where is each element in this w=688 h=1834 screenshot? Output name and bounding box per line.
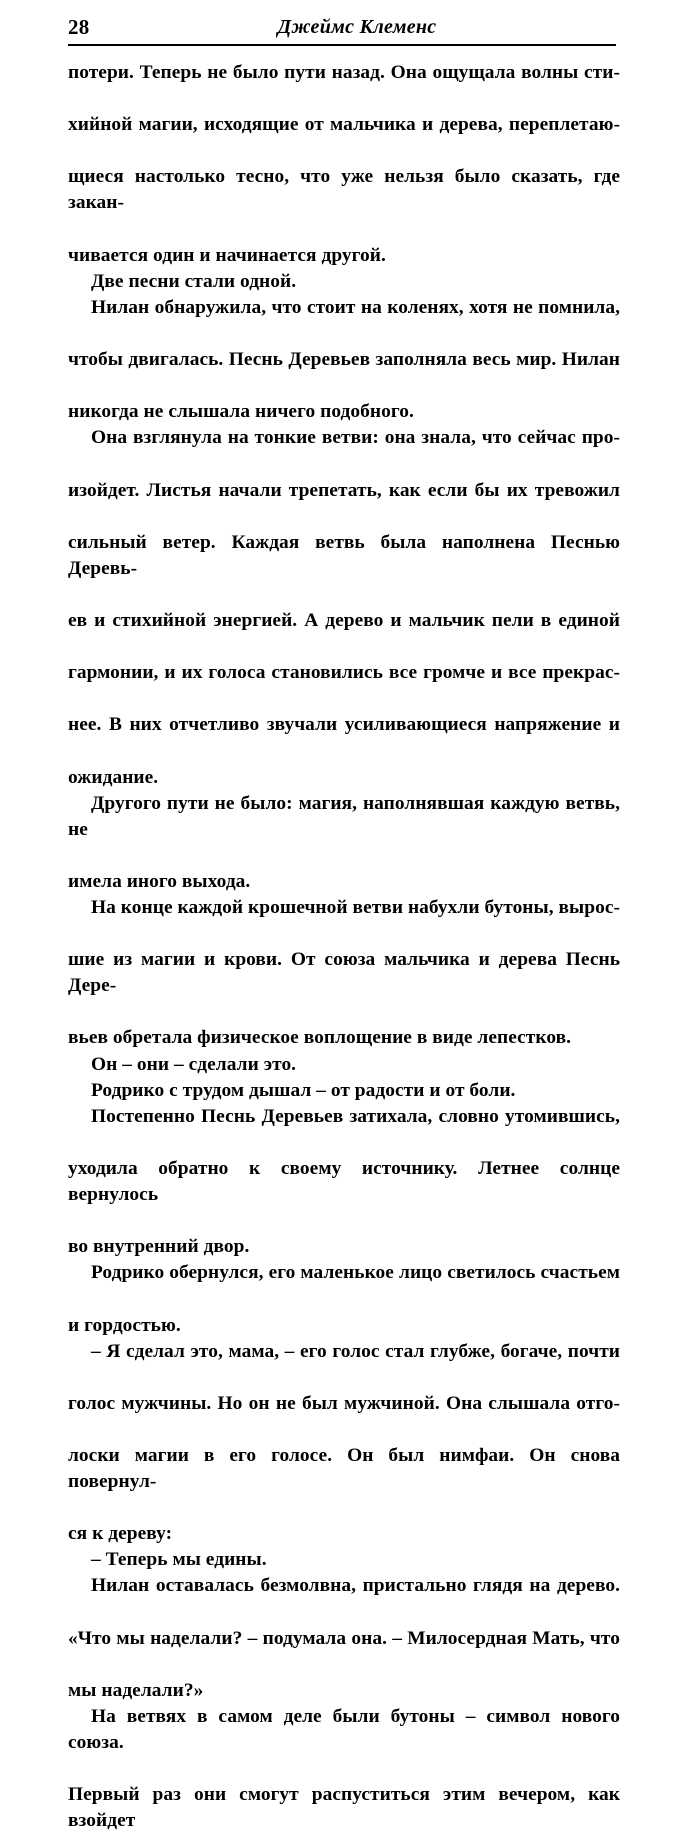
paragraph [68,295,620,425]
text-line: мы наделали?» [68,1679,204,1701]
text-line: сильный ветер. Каждая ветвь была наполнена Песнью Деревь- [68,531,620,579]
paragraph [68,1104,620,1261]
text-line: вьев обретала физическое воплощение в виде лепестков. [68,1027,571,1049]
text-line: во внутренний двор. [68,1236,250,1258]
paragraph [68,425,620,790]
text-line: чтобы двигалась. Песнь Деревьев заполняла весь мир. Нилан [68,349,620,371]
text-line: гармонии, и их голоса становились все громче и все прекрас- [68,662,620,684]
text-line: никогда не слышала ничего подобного. [68,401,414,423]
header-divider-rule [68,44,616,46]
text-line: На конце каждой крошечной ветви набухли бутоны, вырос- [91,897,620,918]
text-line: Родрико с трудом дышал – от радости и от боли. [91,1079,516,1101]
text-line: – Теперь мы едины. [91,1549,267,1571]
paragraph [68,1052,620,1078]
text-line: ев и стихийной энергией. А дерево и мальчик пели в единой [68,609,620,631]
text-line: Другого пути не было: магия, наполнявшая каждую ветвь, не [68,792,620,840]
text-line: изойдет. Листья начали трепетать, как если бы их тревожил [68,479,620,501]
text-line: имела иного выхода. [68,870,251,892]
text-line: «Что мы наделали? – подумала она. – Милосердная Мать, что [68,1627,620,1649]
text-line: голос мужчины. Но он не был мужчиной. Она слышала отго- [68,1392,620,1414]
paragraph [68,1704,620,1834]
text-line: и гордостью. [68,1314,181,1336]
paragraph [68,1260,620,1338]
paragraph [68,1547,620,1573]
text-line: лоски магии в его голосе. Он был нимфаи. Он снова повернул- [68,1444,620,1493]
text-line: ожидание. [68,766,159,788]
text-line: Две песни стали одной. [91,270,297,292]
text-line: Нилан оставалась безмолвна, пристально глядя на дерево. [91,1575,620,1597]
text-line: Постепенно Песнь Деревьев затихала, словно утомившись, [91,1105,620,1127]
running-title-author: Джеймс Клеменс [277,16,437,38]
page-number: 28 [68,15,90,39]
text-line: щиеся настолько тесно, что уже нельзя было сказать, где закан- [68,166,620,214]
text-line: ся к дереву: [68,1523,173,1545]
paragraph [68,791,620,895]
text-line: нее. В них отчетливо звучали усиливающиеся напряжение и [68,714,620,736]
paragraph [68,1573,620,1703]
text-line: Он – они – сделали это. [91,1053,297,1075]
text-line: Она взглянула на тонкие ветви: она знала, что сейчас про- [91,427,620,449]
text-line: Нилан обнаружила, что стоит на коленях, хотя не помнила, [91,296,620,318]
text-line: На ветвях в самом деле были бутоны – символ нового союза. [68,1705,620,1753]
text-line: Родрико обернулся, его маленькое лицо светилось счастьем [91,1262,620,1284]
text-line: – Я сделал это, мама, – его голос стал глубже, богаче, почти [91,1340,620,1362]
text-line: Первый раз они смогут распуститься этим вечером, как взойдет [68,1784,620,1832]
running-head [68,14,618,46]
text-line: шие из магии и крови. От союза мальчика и дерева Песнь Дере- [68,949,620,997]
paragraph [68,1078,620,1104]
paragraph [68,269,620,295]
paragraph [68,895,620,1052]
body-text-column [68,60,620,1834]
text-line: потери. Теперь не было пути назад. Она ощущала волны сти- [68,62,620,83]
text-line: хийной магии, исходящие от мальчика и дерева, переплетаю- [68,114,620,136]
paragraph [68,60,620,269]
text-line: чивается один и начинается другой. [68,244,386,266]
paragraph [68,1339,620,1548]
text-line: уходила обратно к своему источнику. Летнее солнце вернулось [68,1157,620,1206]
